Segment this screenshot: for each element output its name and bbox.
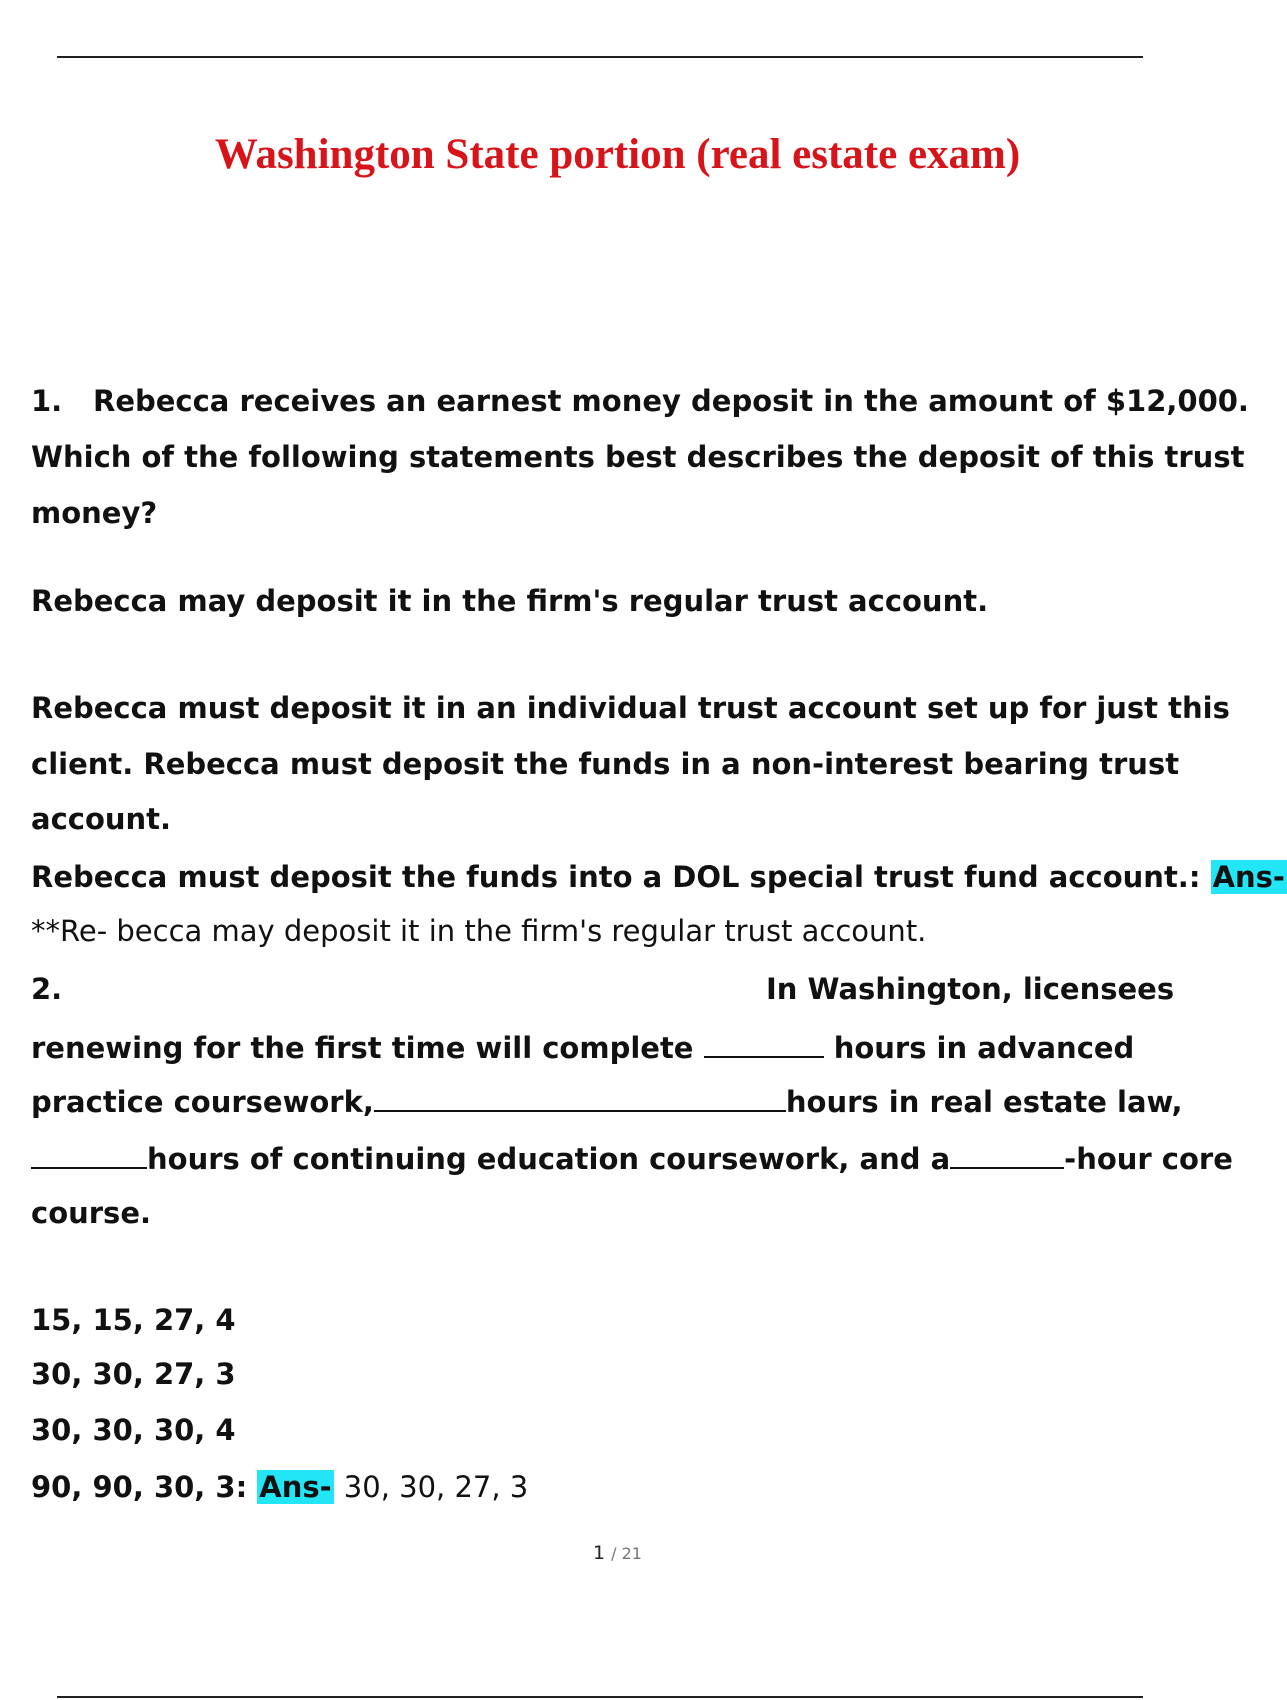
q2-stem-line4 bbox=[31, 1141, 1233, 1176]
q1-stem-line3: money? bbox=[31, 496, 158, 530]
q2-option-d bbox=[31, 1470, 528, 1504]
q1-option-d-text: Rebecca must deposit the funds into a DOL special trust fund account.: bbox=[31, 860, 1201, 894]
q2-answer-label: Ans- bbox=[259, 1470, 332, 1504]
page-total: / 21 bbox=[611, 1544, 642, 1563]
q2-option-d-text: 90, 90, 30, 3: bbox=[31, 1470, 248, 1504]
q2-number: 2. bbox=[31, 972, 63, 1006]
page-current: 1 bbox=[593, 1542, 606, 1564]
q2-stem-line2 bbox=[31, 1030, 1134, 1065]
q1-stem-text1: Rebecca receives an earnest money deposit in the amount of $12,000. bbox=[93, 384, 1249, 418]
q2-stem-part3: hours in advanced bbox=[833, 1031, 1135, 1065]
document-title: Washington State portion (real estate exam) bbox=[214, 131, 1021, 178]
q2-stem-part1: In Washington, licensees bbox=[766, 972, 1175, 1006]
top-rule bbox=[57, 56, 1143, 58]
q1-answer-label: Ans- bbox=[1212, 860, 1285, 894]
q1-option-b-line3: account. bbox=[31, 802, 172, 836]
q1-number: 1. bbox=[31, 384, 63, 418]
q2-blank-1 bbox=[704, 1030, 824, 1058]
q1-option-a: Rebecca may deposit it in the firm's regular trust account. bbox=[31, 584, 989, 618]
q2-stem-part4: practice coursework, bbox=[31, 1085, 374, 1119]
q2-blank-2 bbox=[374, 1084, 786, 1112]
q2-stem-line5: course. bbox=[31, 1196, 152, 1230]
bottom-rule bbox=[57, 1696, 1143, 1698]
q2-stem-part5: hours in real estate law, bbox=[785, 1085, 1183, 1119]
q1-option-b-line1: Rebecca must deposit it in an individual trust account set up for just this bbox=[31, 691, 1230, 725]
q2-stem-part2: renewing for the first time will complete bbox=[31, 1031, 694, 1065]
q1-option-d bbox=[31, 860, 1287, 894]
q1-stem-line2: Which of the following statements best describes the deposit of this trust bbox=[31, 440, 1245, 474]
page-number bbox=[0, 1542, 1235, 1564]
q2-blank-4 bbox=[950, 1141, 1064, 1169]
q2-answer: 30, 30, 27, 3 bbox=[343, 1470, 529, 1504]
q2-option-b: 30, 30, 27, 3 bbox=[31, 1357, 236, 1391]
q2-stem-part6: hours of continuing education coursework, and a bbox=[147, 1142, 951, 1176]
q2-stem-part7: -hour core bbox=[1064, 1142, 1233, 1176]
q2-option-a: 15, 15, 27, 4 bbox=[31, 1303, 236, 1337]
q2-stem-line3 bbox=[31, 1084, 1182, 1119]
q1-answer: **Re- becca may deposit it in the firm's regular trust account. bbox=[31, 914, 927, 948]
q2-blank-3 bbox=[31, 1141, 147, 1169]
q1-stem-line1 bbox=[31, 384, 1249, 418]
q1-option-b-line2: client. Rebecca must deposit the funds in a non-interest bearing trust bbox=[31, 747, 1180, 781]
q2-option-c: 30, 30, 30, 4 bbox=[31, 1413, 236, 1447]
